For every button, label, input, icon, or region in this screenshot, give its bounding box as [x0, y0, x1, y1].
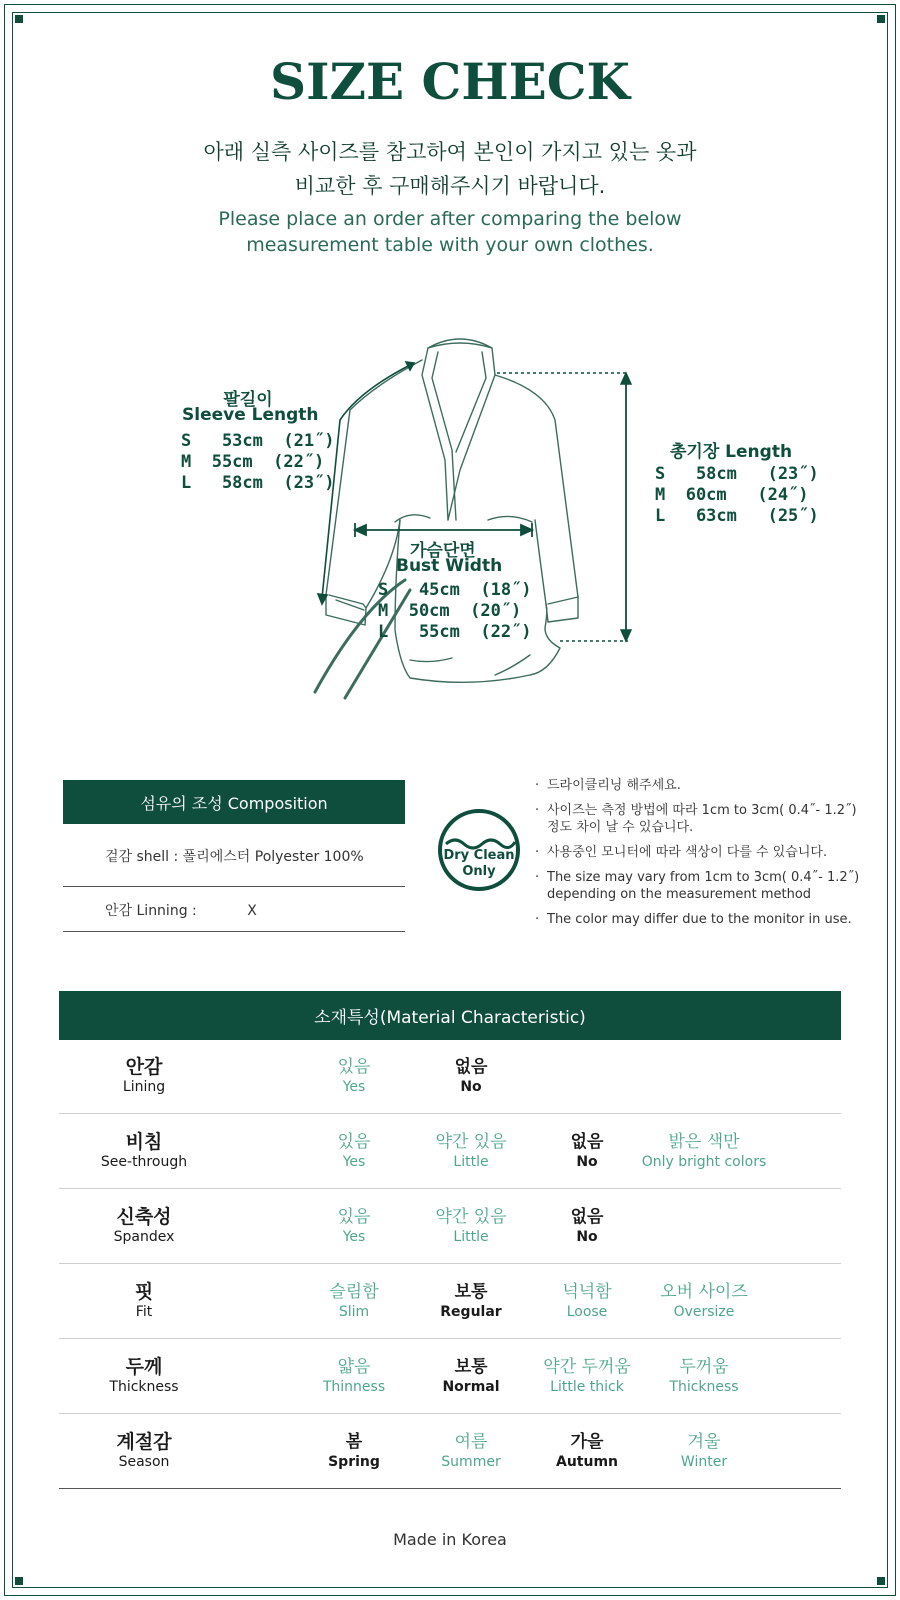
option-en: Little [453, 1154, 489, 1170]
attribute-en: Thickness [109, 1379, 179, 1395]
option-ko: 없음 [570, 1132, 604, 1152]
option-en: Summer [441, 1454, 501, 1470]
material-row [59, 1040, 841, 1114]
sleeve-measure-m: M 55cm (22˝) [181, 452, 325, 472]
row-divider [59, 1338, 841, 1339]
material-row [59, 1340, 841, 1414]
dry-clean-text-2: Only [462, 864, 496, 879]
material-attribute [84, 1040, 204, 1114]
length-measure-l: L 63cm (25˝) [655, 506, 819, 526]
option-ko: 없음 [454, 1057, 488, 1077]
sleeve-measure-s: S 53cm (21˝) [181, 431, 335, 451]
option-ko: 보통 [454, 1282, 488, 1302]
option-selected [517, 1190, 657, 1264]
option-ko: 오버 사이즈 [660, 1282, 748, 1302]
sleeve-label-ko: 팔길이 [223, 390, 273, 410]
option [634, 1265, 774, 1339]
bust-measure-l: L 55cm (22˝) [378, 622, 532, 642]
sleeve-measure-l: L 58cm (23˝) [181, 473, 335, 493]
intro-ko-line2: 비교한 후 구매해주시기 바랍니다. [294, 174, 606, 198]
attribute-en: Spandex [113, 1229, 175, 1245]
composition-lining-label: 안감 Linning : [105, 903, 197, 919]
care-note: · The color may differ due to the monitor in use. [535, 911, 875, 928]
option-en: Thinness [322, 1379, 386, 1395]
care-note: · 드라이클리닝 해주세요. [535, 777, 875, 794]
material-header: 소재특성(Material Characteristic) [59, 991, 841, 1040]
material-attribute [84, 1415, 204, 1489]
attribute-ko: 신축성 [116, 1206, 172, 1228]
material-attribute [84, 1115, 204, 1189]
attribute-ko: 안감 [125, 1056, 163, 1078]
attribute-ko: 비침 [125, 1131, 163, 1153]
composition-header: 섬유의 조성 Composition [63, 780, 405, 824]
attribute-ko: 계절감 [116, 1431, 172, 1453]
option [634, 1340, 774, 1414]
option-en: Regular [440, 1304, 502, 1320]
care-notes [535, 777, 875, 936]
composition-divider [63, 886, 405, 887]
intro-en-line2: measurement table with your own clothes. [246, 234, 654, 256]
material-attribute [84, 1190, 204, 1264]
option-en: Thickness [669, 1379, 739, 1395]
dry-clean-text-1: Dry Clean [443, 848, 515, 863]
row-divider [59, 1113, 841, 1114]
option-en: Loose [566, 1304, 608, 1320]
bust-label-ko: 가슴단면 [410, 541, 476, 561]
option-ko: 약간 두꺼움 [543, 1357, 631, 1377]
material-row [59, 1415, 841, 1489]
intro-en-line1: Please place an order after comparing the below [218, 208, 682, 230]
option-ko: 봄 [345, 1432, 363, 1452]
attribute-ko: 두께 [125, 1356, 163, 1378]
length-measure-s: S 58cm (23˝) [655, 464, 819, 484]
option [634, 1115, 774, 1189]
option-ko: 여름 [454, 1432, 488, 1452]
option-en: Slim [338, 1304, 370, 1320]
bust-label-en: Bust Width [396, 556, 503, 576]
option-en: Autumn [555, 1454, 618, 1470]
care-note: · 사용중인 모니터에 따라 색상이 다를 수 있습니다. [535, 844, 875, 861]
sleeve-label-en: Sleeve Length [182, 405, 319, 425]
option-ko: 보통 [454, 1357, 488, 1377]
length-label: 총기장 Length [670, 442, 793, 462]
option-ko: 약간 있음 [435, 1207, 507, 1227]
option-ko: 가을 [570, 1432, 604, 1452]
option-en: Little [453, 1229, 489, 1245]
material-row [59, 1265, 841, 1339]
bust-measure-m: M 50cm (20˝) [378, 601, 522, 621]
option-en: Yes [342, 1229, 366, 1245]
made-in: Made in Korea [393, 1530, 507, 1549]
row-divider [59, 1263, 841, 1264]
row-divider [59, 1413, 841, 1414]
composition-bottom-rule [63, 931, 405, 932]
dry-clean-badge [437, 808, 521, 892]
care-note: · 사이즈는 측정 방법에 따라 1cm to 3cm( 0.4˝- 1.2˝) 정도 차이 날 수 있습니다. [535, 802, 875, 836]
option-ko: 겨울 [687, 1432, 721, 1452]
intro-ko-line1: 아래 실측 사이즈를 참고하여 본인이 가지고 있는 옷과 [203, 140, 697, 164]
composition-lining-row [63, 900, 405, 920]
option-ko: 슬림함 [329, 1282, 379, 1302]
material-attribute [84, 1340, 204, 1414]
page-title: SIZE CHECK [270, 52, 630, 111]
row-divider [59, 1188, 841, 1189]
length-measure-m: M 60cm (24˝) [655, 485, 809, 505]
option-ko: 두꺼움 [679, 1357, 729, 1377]
option-ko: 있음 [337, 1132, 371, 1152]
corner-mark-br [877, 1577, 885, 1585]
option-en: No [576, 1154, 598, 1170]
option [634, 1415, 774, 1489]
option-ko: 있음 [337, 1057, 371, 1077]
composition-lining-value: X [247, 903, 257, 919]
option-en: Winter [680, 1454, 728, 1470]
option-en: Spring [328, 1454, 380, 1470]
attribute-en: Season [118, 1454, 170, 1470]
attribute-ko: 핏 [134, 1281, 154, 1303]
bust-measure-s: S 45cm (18˝) [378, 580, 532, 600]
option-ko: 있음 [337, 1207, 371, 1227]
option-ko: 없음 [570, 1207, 604, 1227]
corner-mark-bl [15, 1577, 23, 1585]
option-en: Only bright colors [641, 1154, 767, 1170]
option-ko: 얇음 [337, 1357, 371, 1377]
material-row [59, 1115, 841, 1189]
option-en: Oversize [673, 1304, 735, 1320]
attribute-en: Lining [122, 1079, 166, 1095]
option-en: Yes [342, 1154, 366, 1170]
row-divider [59, 1488, 841, 1489]
option-ko: 넉넉함 [562, 1282, 612, 1302]
attribute-en: Fit [135, 1304, 153, 1320]
option-selected [401, 1040, 541, 1114]
care-note: · The size may vary from 1cm to 3cm( 0.4˝- 1.2˝) depending on the measurement method [535, 869, 875, 903]
option-en: No [576, 1229, 598, 1245]
attribute-en: See-through [100, 1154, 188, 1170]
option-en: Normal [442, 1379, 500, 1395]
material-attribute [84, 1265, 204, 1339]
material-row [59, 1190, 841, 1264]
option-ko: 밝은 색만 [668, 1132, 740, 1152]
option-ko: 약간 있음 [435, 1132, 507, 1152]
composition-shell: 겉감 shell : 폴리에스터 Polyester 100% [105, 849, 364, 865]
option-en: Yes [342, 1079, 366, 1095]
option-en: Little thick [550, 1379, 624, 1395]
option-en: No [460, 1079, 482, 1095]
